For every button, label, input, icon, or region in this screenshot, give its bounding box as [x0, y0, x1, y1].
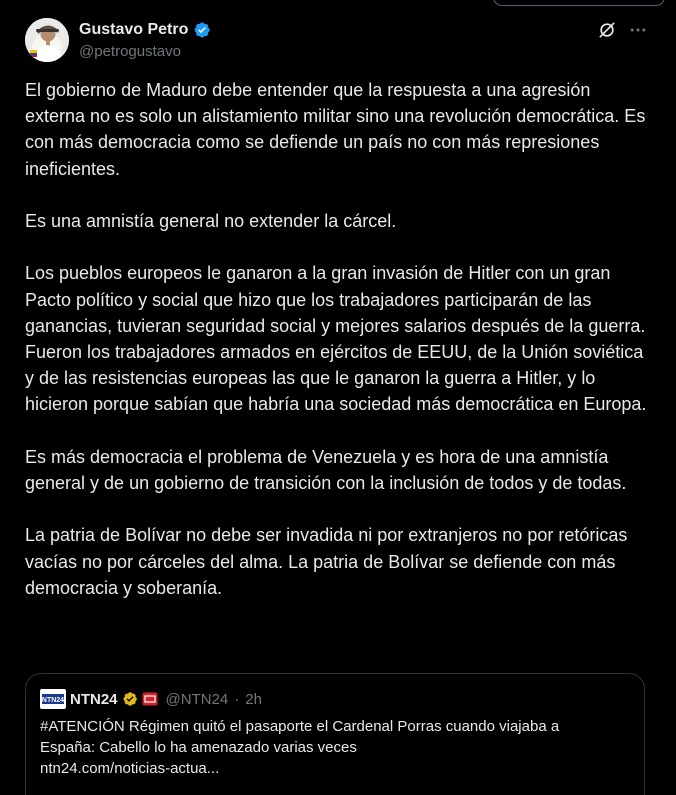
author-handle[interactable]: @petrogustavo [79, 43, 181, 60]
quoted-author-name[interactable]: NTN24 [70, 690, 118, 708]
grok-icon[interactable] [597, 20, 617, 40]
quoted-tweet-card[interactable] [25, 673, 645, 795]
author-display-name[interactable]: Gustavo Petro [79, 21, 189, 38]
svg-text:NTN24: NTN24 [41, 697, 65, 704]
avatar-image [25, 18, 69, 62]
author-name-row [79, 20, 211, 39]
top-button-remnant[interactable] [493, 0, 665, 6]
quoted-link[interactable]: ntn24.com/noticias-actua... [40, 760, 220, 777]
verified-badge-icon[interactable] [193, 21, 211, 39]
tweet-paragraph: El gobierno de Maduro debe entender que la respuesta a una agresión externa no es solo un alistamiento militar sino una revolución democrática. Es con más democracia como se defiende un país no con más represiones ineficientes. [25, 80, 651, 179]
affiliate-badge-icon[interactable] [142, 692, 158, 706]
tweet-paragraph: Es más democracia el problema de Venezuela y es hora de una amnistía general y de un gobierno de transición con la inclusión de todos y de todas. [25, 446, 627, 493]
gold-verified-badge-icon[interactable] [122, 691, 138, 707]
tweet-paragraph: Los pueblos europeos le ganaron a la gran invasión de Hitler con un gran Pacto político y social que hizo que los trabajadores participarán de las ganancias, tuvieran seguridad social y mejores salarios después de la guerra. Fueron los trabajadores armados en ejércitos de EEUU, de la Unión soviética y de las resistencias europeas las que le ganaron la guerra a Hitler, y lo hicieron porque sabían que habría una sociedad más democrática en Europa. [25, 263, 651, 415]
avatar[interactable] [25, 18, 69, 62]
quoted-tweet-text [40, 716, 635, 779]
tweet-text [25, 77, 655, 601]
ntn24-logo-icon[interactable] [40, 689, 66, 709]
quoted-author-handle[interactable]: @NTN24 [165, 690, 229, 708]
quoted-timestamp[interactable]: 2h [245, 690, 262, 708]
quoted-separator: · [234, 690, 240, 708]
more-options-icon[interactable] [628, 20, 648, 40]
quoted-text-line: #ATENCIÓN Régimen quitó el pasaporte el Cardenal Porras cuando viajaba a [40, 718, 560, 735]
tweet-paragraph: La patria de Bolívar no debe ser invadida ni por extranjeros no por retóricas vacías no por cárceles del alma. La patria de Bolívar se defiende con más democracia y soberanía. [25, 525, 633, 598]
quoted-text-line: España: Cabello lo ha amenazado varias veces [40, 739, 357, 756]
quoted-tweet-header [40, 688, 262, 710]
tweet-paragraph: Es una amnistía general no extender la cárcel. [25, 211, 397, 231]
